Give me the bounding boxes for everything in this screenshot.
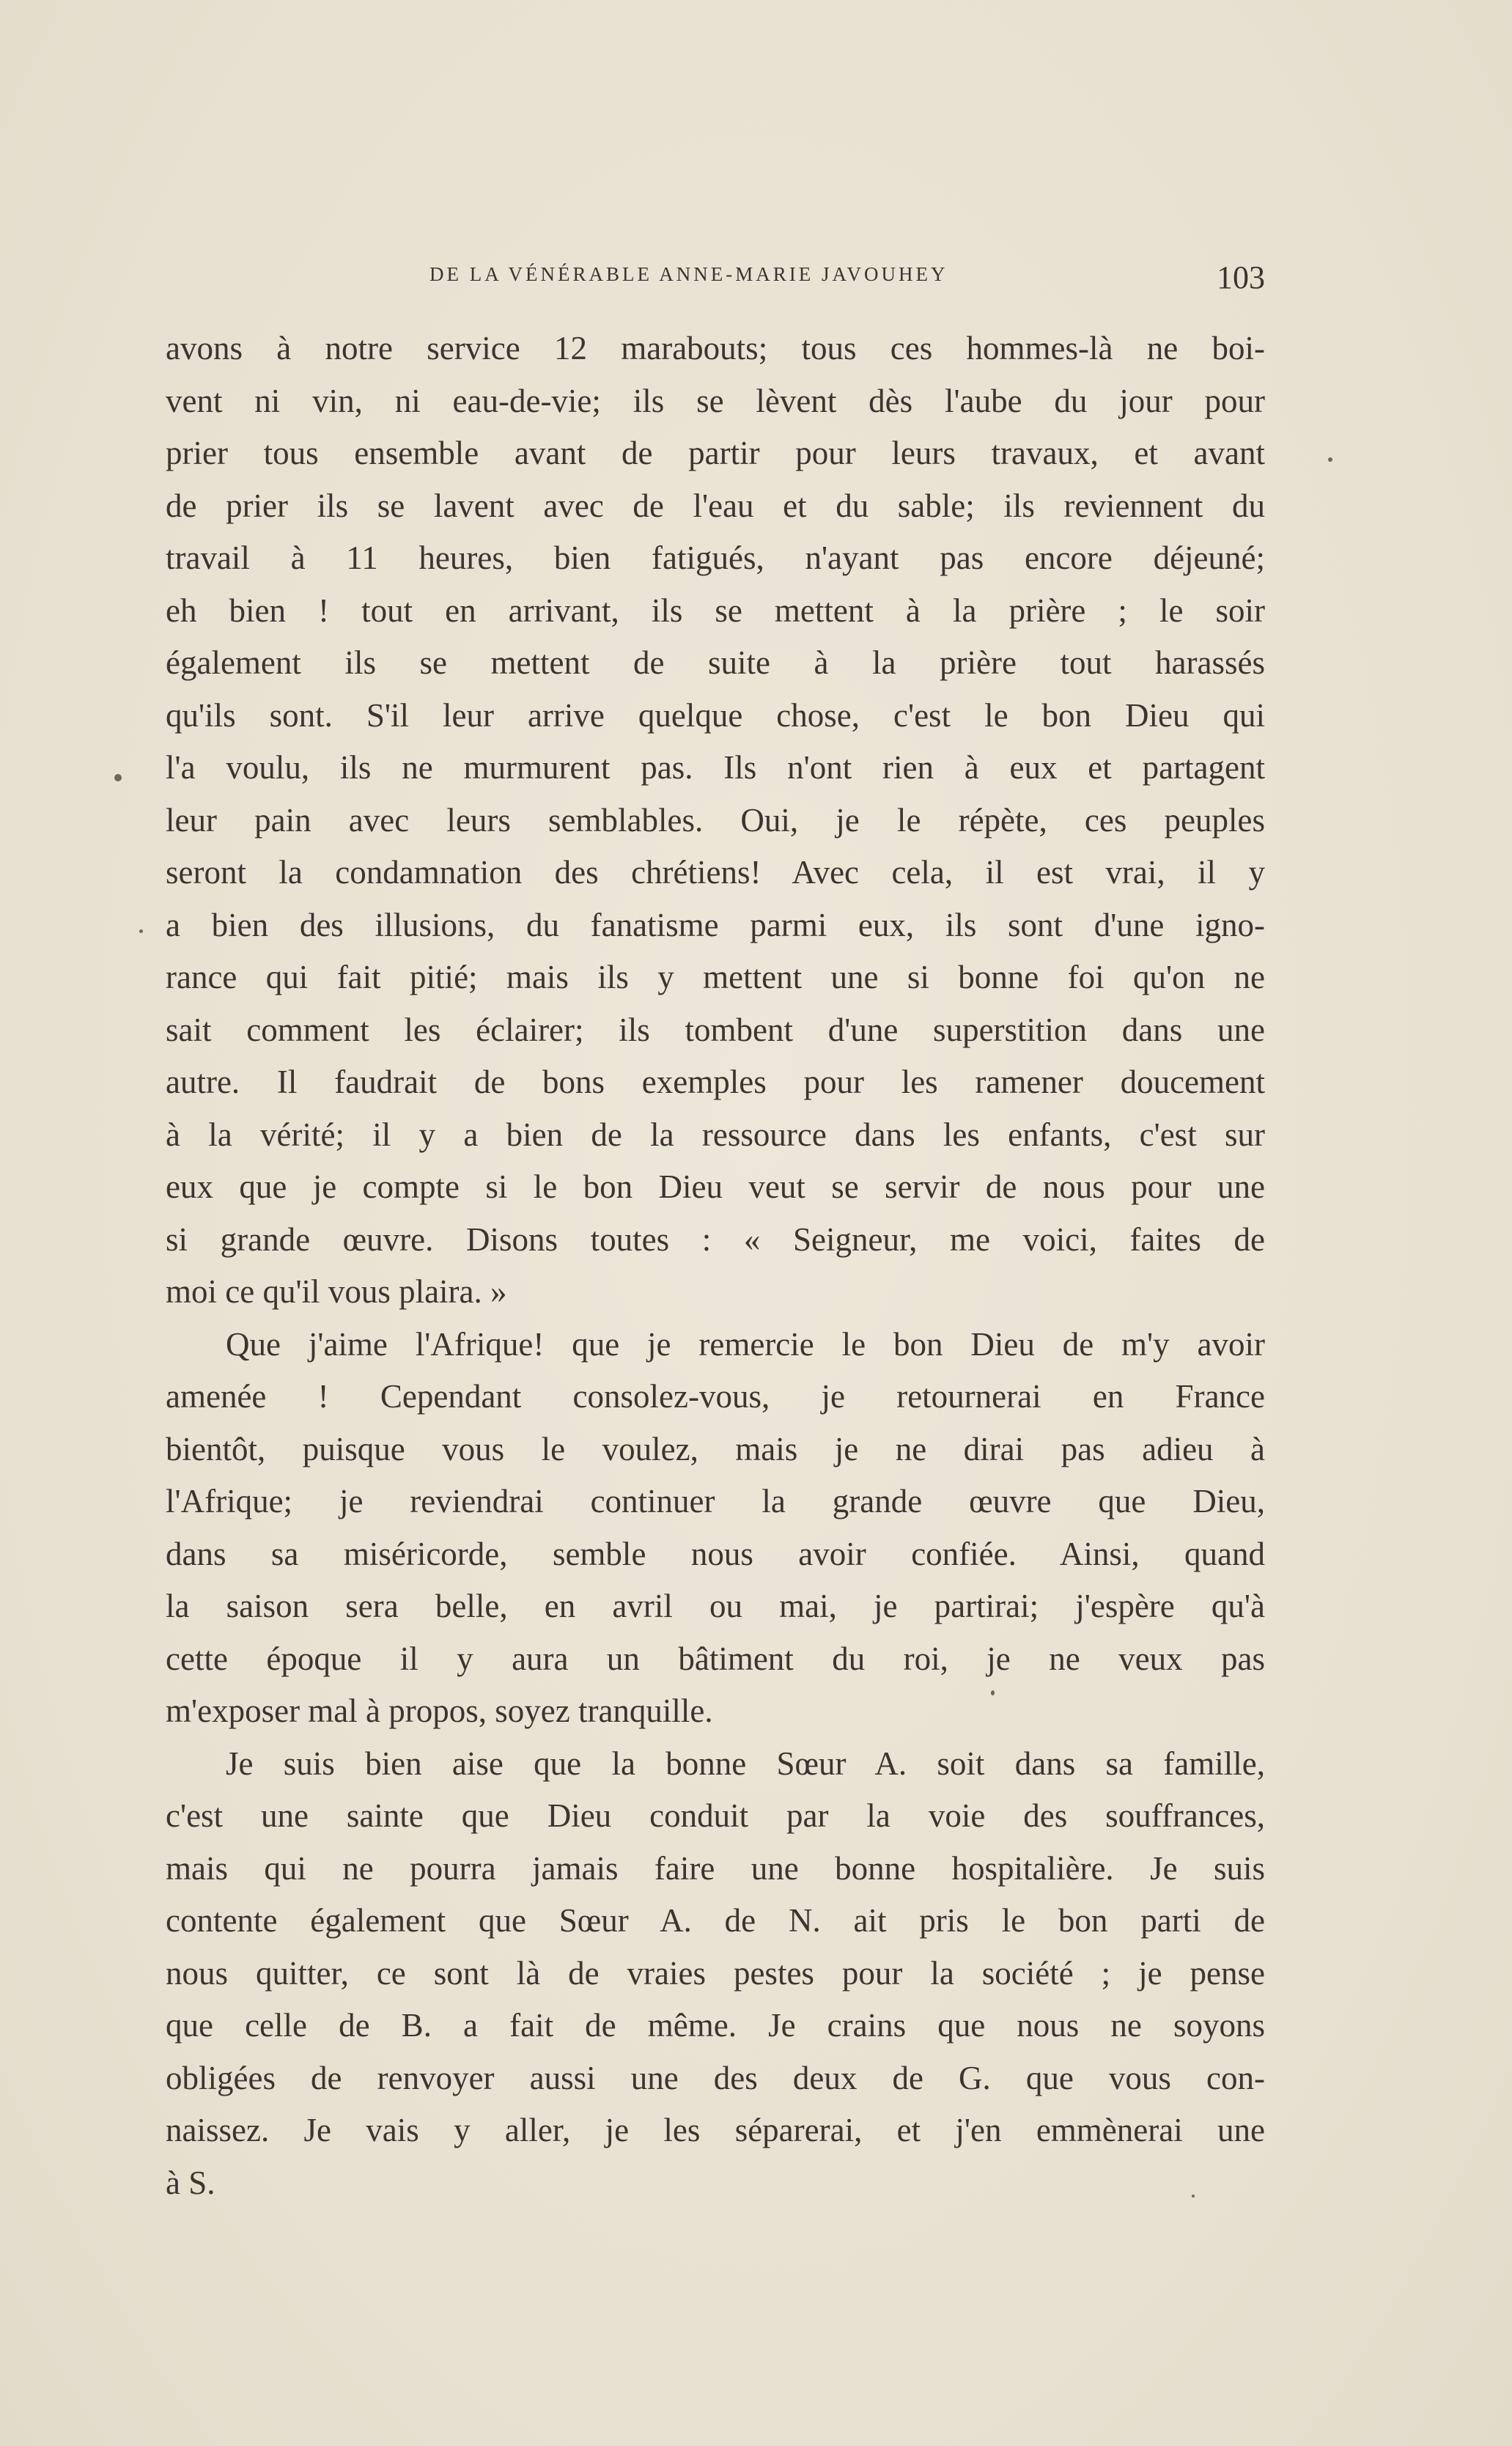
text-line: autre. Il faudrait de bons exemples pour les ramener doucement [166,1064,1265,1100]
text-line: nous quitter, ce sont là de vraies pestes pour la société ; je pense [166,1954,1265,1992]
scan-speck [139,929,143,933]
text-line: si grande œuvre. Disons toutes : « Seigneur, me voici, faites de [166,1220,1265,1258]
paragraph-1 [166,323,1265,1319]
text-line: naissez. Je vais y aller, je les séparerai, et j'en emmènerai une [166,2112,1265,2148]
running-title: DE LA VÉNÉRABLE ANNE-MARIE JAVOUHEY [429,263,948,285]
text-line: dans sa miséricorde, semble nous avoir confiée. Ainsi, quand [166,1535,1265,1572]
page-number: 103 [1217,259,1265,295]
text-line: seront la condamnation des chrétiens! Avec cela, il est vrai, il y [166,854,1265,891]
text-line: de prier ils se lavent avec de l'eau et du sable; ils reviennent du [166,487,1265,524]
scan-speck [1192,2195,1195,2198]
text-line: avons à notre service 12 marabouts; tous ces hommes-là ne boi- [166,330,1265,366]
text-line: eh bien ! tout en arrivant, ils se mettent à la prière ; le soir [166,592,1265,629]
text-line: rance qui fait pitié; mais ils y mettent une si bonne foi qu'on ne [166,959,1265,995]
text-line: que celle de B. a fait de même. Je crains que nous ne soyons [166,2007,1265,2044]
text-line: obligées de renvoyer aussi une des deux de G. que vous con- [166,2059,1265,2096]
text-line: contente également que Sœur A. de N. ait pris le bon parti de [166,1902,1265,1939]
text-line: également ils se mettent de suite à la prière tout harassés [166,644,1265,681]
text-line: a bien des illusions, du fanatisme parmi eux, ils sont d'une igno- [166,906,1265,943]
text-line: bientôt, puisque vous le voulez, mais je ne dirai pas adieu à [166,1430,1265,1467]
paragraph-2 [166,1319,1265,1738]
text-line: amenée ! Cependant consolez-vous, je retournerai en France [166,1378,1265,1415]
body-text [166,323,1265,2209]
scan-speck [114,774,122,781]
text-line: eux que je compte si le bon Dieu veut se servir de nous pour une [166,1168,1265,1205]
text-line: m'exposer mal à propos, soyez tranquille. [166,1692,713,1729]
text-line: c'est une sainte que Dieu conduit par la voie des souffrances, [166,1797,1265,1834]
text-line: travail à 11 heures, bien fatigués, n'ayant pas encore déjeuné; [166,539,1265,576]
text-line: qu'ils sont. S'il leur arrive quelque chose, c'est le bon Dieu qui [166,696,1265,734]
text-line: sait comment les éclairer; ils tombent d'une superstition dans une [166,1011,1265,1048]
text-line: Je suis bien aise que la bonne Sœur A. soit dans sa famille, [226,1745,1265,1782]
text-line: moi ce qu'il vous plaira. » [166,1273,507,1310]
text-line: l'a voulu, ils ne murmurent pas. Ils n'ont rien à eux et partagent [166,749,1265,786]
text-line: mais qui ne pourra jamais faire une bonne hospitalière. Je suis [166,1849,1265,1887]
paragraph-3 [166,1738,1265,2210]
text-line: l'Afrique; je reviendrai continuer la grande œuvre que Dieu, [166,1483,1265,1519]
running-head [166,259,1265,295]
scan-speck [1328,457,1332,462]
text-line: Que j'aime l'Afrique! que je remercie le bon Dieu de m'y avoir [226,1325,1265,1363]
scan-speck [991,1690,995,1695]
text-line: leur pain avec leurs semblables. Oui, je le répète, ces peuples [166,801,1265,839]
text-line: à S. [166,2164,215,2201]
text-line: cette époque il y aura un bâtiment du roi, je ne veux pas [166,1640,1265,1677]
text-line: à la vérité; il y a bien de la ressource dans les enfants, c'est sur [166,1116,1265,1153]
text-line: la saison sera belle, en avril ou mai, je partirai; j'espère qu'à [166,1588,1265,1624]
text-line: vent ni vin, ni eau-de-vie; ils se lèvent dès l'aube du jour pour [166,382,1265,419]
text-line: prier tous ensemble avant de partir pour leurs travaux, et avant [166,435,1265,471]
